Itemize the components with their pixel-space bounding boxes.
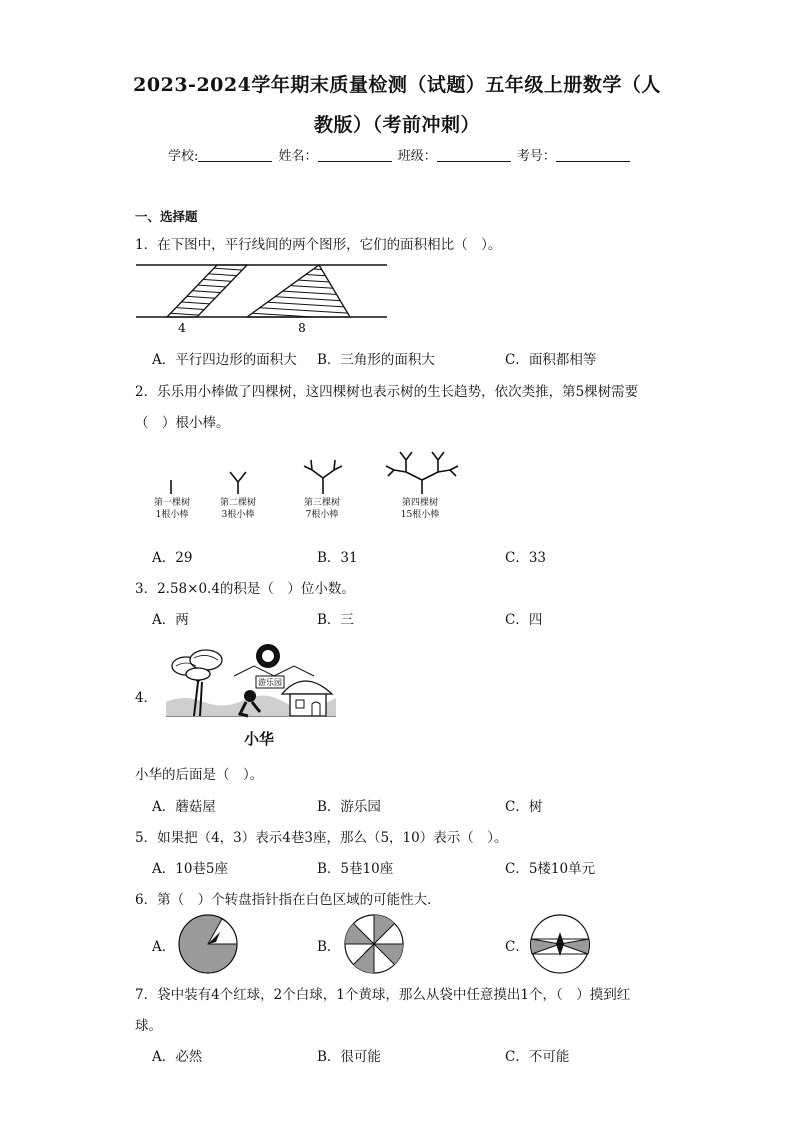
exam-no-blank[interactable] [556, 149, 630, 162]
name-label: 姓名： [278, 149, 318, 164]
question-2-stem-line-2: （ ）根小棒。 [135, 415, 230, 431]
question-4-scene-figure [164, 642, 340, 726]
person-label: 小华 [244, 730, 275, 748]
tree-1-name: 第一棵树 [153, 498, 190, 508]
parallelogram-hatch [152, 258, 272, 320]
question-6-option-b[interactable]: B． [317, 939, 341, 955]
question-3-stem: 3．2.58×0.4的积是（ ）位小数。 [135, 581, 355, 597]
tree-2-count: 3根小棒 [221, 510, 255, 520]
tree-3-name: 第三棵树 [303, 498, 340, 508]
question-4-option-c[interactable]: C．树 [505, 799, 543, 815]
question-1-stem: 1．在下图中，平行线间的两个图形，它们的面积相比（ ）。 [135, 237, 502, 253]
class-blank[interactable] [437, 149, 511, 162]
question-5-option-a[interactable]: A．10巷5座 [152, 861, 229, 877]
question-4-option-a[interactable]: A．蘑菇屋 [152, 799, 216, 815]
tree-4-name: 第四棵树 [401, 498, 438, 508]
page-title-line-1: 2023-2024学年期末质量检测（试题）五年级上册数学（人 [133, 74, 661, 96]
spinner-b [342, 914, 406, 974]
amusement-park-sign: 游乐园 [258, 678, 282, 687]
question-6-option-a[interactable]: A． [152, 939, 176, 955]
tree-4-caption [388, 497, 452, 521]
name-blank[interactable] [318, 149, 392, 162]
parallelogram-base-label: 4 [178, 321, 186, 335]
tree-3-count: 7根小棒 [305, 510, 339, 520]
question-3-option-a[interactable]: A．两 [152, 612, 189, 628]
section-title: 一、选择题 [135, 209, 198, 224]
question-1-figure [132, 258, 392, 340]
tree-2-name: 第二棵树 [219, 498, 256, 508]
question-6-stem: 6．第（ ）个转盘指针指在白色区域的可能性大． [135, 892, 441, 908]
student-info-row [168, 145, 632, 164]
question-4-option-b[interactable]: B．游乐园 [317, 799, 381, 815]
question-7-stem-line-2: 球。 [135, 1018, 162, 1034]
question-3-option-b[interactable]: B．三 [317, 612, 354, 628]
school-label: 学校: [168, 149, 199, 164]
triangle-shape [247, 265, 350, 317]
tree-1-caption [140, 497, 204, 521]
question-2-stem-line-1: 2．乐乐用小棒做了四棵树，这四棵树也表示树的生长趋势，依次类推，第5棵树需要 [135, 384, 639, 400]
question-4-stem: 小华的后面是（ ）。 [135, 767, 264, 783]
school-blank[interactable] [198, 149, 272, 162]
parallelogram-shape [167, 265, 247, 317]
question-7-option-a[interactable]: A．必然 [152, 1049, 203, 1065]
question-1-option-c[interactable]: C．面积都相等 [505, 352, 597, 368]
question-2-option-c[interactable]: C．33 [505, 550, 547, 566]
class-label: 班级： [397, 149, 437, 164]
triangle-hatch [232, 258, 362, 320]
question-3-option-c[interactable]: C．四 [505, 612, 543, 628]
mushroom-house-drawing [282, 681, 332, 716]
tree-1-count: 1根小棒 [155, 510, 189, 520]
question-7-stem-line-1: 7．袋中装有4个红球，2个白球，1个黄球，那么从袋中任意摸出1个，（ ）摸到红 [135, 987, 631, 1003]
question-2-option-b[interactable]: B．31 [317, 550, 358, 566]
question-7-option-c[interactable]: C．不可能 [505, 1049, 570, 1065]
triangle-base-label: 8 [298, 321, 306, 335]
question-1-option-b[interactable]: B．三角形的面积大 [317, 352, 435, 368]
spinner-c [528, 914, 592, 974]
spinner-a [176, 914, 240, 974]
tree-2-caption [206, 497, 270, 521]
question-6-option-c[interactable]: C． [505, 939, 529, 955]
tree-4-count: 15根小棒 [400, 510, 440, 520]
question-5-option-c[interactable]: C．5楼10单元 [505, 861, 596, 877]
tree-sticks-figure [140, 448, 470, 498]
question-5-stem: 5．如果把（4，3）表示4巷3座，那么（5，10）表示（ ）。 [135, 830, 508, 846]
question-4-number: 4． [135, 690, 158, 706]
question-1-option-a[interactable]: A．平行四边形的面积大 [152, 352, 297, 368]
tree-3-caption [290, 497, 354, 521]
question-2-option-a[interactable]: A．29 [152, 550, 193, 566]
question-7-option-b[interactable]: B．很可能 [317, 1049, 381, 1065]
page-title-line-2: 教版）（考前冲刺） [313, 114, 480, 136]
question-5-option-b[interactable]: B．5巷10座 [317, 861, 394, 877]
exam-no-label: 考号： [516, 149, 556, 164]
